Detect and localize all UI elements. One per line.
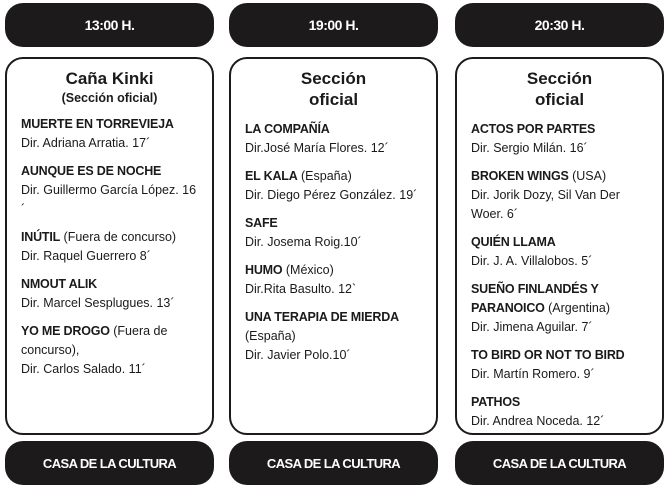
- film-entry: [21, 115, 198, 153]
- film-director: Dir. Martín Romero. 9´: [471, 367, 595, 381]
- film-title: YO ME DROGO: [21, 324, 110, 338]
- film-note: (España): [297, 169, 352, 183]
- film-entry: [471, 167, 648, 224]
- film-entry: [21, 322, 198, 379]
- film-entry: [471, 280, 648, 337]
- film-director: Dir. Jimena Aguilar. 7´: [471, 320, 593, 334]
- film-director: Dir. Carlos Salado. 11´: [21, 362, 146, 376]
- film-title: MUERTE EN TORREVIEJA: [21, 117, 174, 131]
- film-title: TO BIRD OR NOT TO BIRD: [471, 348, 625, 362]
- venue-label: CASA DE LA CULTURA: [5, 441, 214, 485]
- film-title: EL KALA: [245, 169, 298, 183]
- film-director: Dir.Rita Basulto. 12`: [245, 282, 357, 296]
- film-title: NMOUT ALIK: [21, 277, 97, 291]
- program-card: [5, 57, 214, 435]
- film-entry: [471, 346, 648, 384]
- film-entry: [21, 162, 198, 219]
- film-title: HUMO: [245, 263, 283, 277]
- section-title: Sección oficial: [526, 69, 593, 109]
- film-title: INÚTIL: [21, 230, 61, 244]
- film-entry: [245, 308, 422, 365]
- time-header: 19:00 H.: [229, 3, 438, 47]
- film-title: QUIÉN LLAMA: [471, 235, 556, 249]
- section-title: Caña Kinki: [65, 69, 154, 88]
- program-card: [455, 57, 664, 435]
- film-entry: [245, 167, 422, 205]
- film-note: (USA): [568, 169, 607, 183]
- film-note: (Fuera de concurso): [60, 230, 177, 244]
- film-note: (Fuera de concurso),: [21, 324, 168, 357]
- film-title: SUEÑO FINLANDÉS Y PARANOICO: [471, 282, 599, 315]
- film-entry: [21, 275, 198, 313]
- film-director: Dir. Javier Polo.10´: [245, 348, 351, 362]
- film-entry: [471, 393, 648, 431]
- film-title: LA COMPAÑÍA: [245, 122, 330, 136]
- film-director: Dir. Adriana Arratia. 17´: [21, 136, 151, 150]
- section-subtitle: (Sección oficial): [61, 91, 158, 105]
- film-note: (Argentina): [544, 301, 610, 315]
- time-header: 13:00 H.: [5, 3, 214, 47]
- film-note: (México): [282, 263, 334, 277]
- film-director: Dir. Jorik Dozy, Sil Van Der Woer. 6´: [471, 188, 620, 221]
- venue-label: CASA DE LA CULTURA: [455, 441, 664, 485]
- film-title: UNA TERAPIA DE MIERDA: [245, 310, 399, 324]
- film-director: Dir. J. A. Villalobos. 5´: [471, 254, 593, 268]
- film-entry: [471, 233, 648, 271]
- film-entry: [245, 214, 422, 252]
- film-entry: [245, 261, 422, 299]
- film-director: Dir. Sergio Milán. 16´: [471, 141, 588, 155]
- film-entry: [21, 228, 198, 266]
- film-title: AUNQUE ES DE NOCHE: [21, 164, 162, 178]
- film-title: ACTOS POR PARTES: [471, 122, 596, 136]
- film-entry: [471, 120, 648, 158]
- film-director: Dir. Josema Roig.10´: [245, 235, 362, 249]
- venue-label: CASA DE LA CULTURA: [229, 441, 438, 485]
- film-entry: [245, 120, 422, 158]
- film-director: Dir. Andrea Noceda. 12´: [471, 414, 605, 428]
- program-card: [229, 57, 438, 435]
- film-director: Dir. Raquel Guerrero 8´: [21, 249, 151, 263]
- film-title: PATHOS: [471, 395, 521, 409]
- film-note: (España): [245, 329, 296, 343]
- film-director: Dir. Marcel Sesplugues. 13´: [21, 296, 175, 310]
- time-header: 20:30 H.: [455, 3, 664, 47]
- film-title: BROKEN WINGS: [471, 169, 569, 183]
- film-director: Dir. Guillermo García López. 16´: [21, 183, 197, 216]
- film-director: Dir.José María Flores. 12´: [245, 141, 389, 155]
- film-director: Dir. Diego Pérez González. 19´: [245, 188, 418, 202]
- film-title: SAFE: [245, 216, 278, 230]
- section-title: Sección oficial: [300, 69, 367, 109]
